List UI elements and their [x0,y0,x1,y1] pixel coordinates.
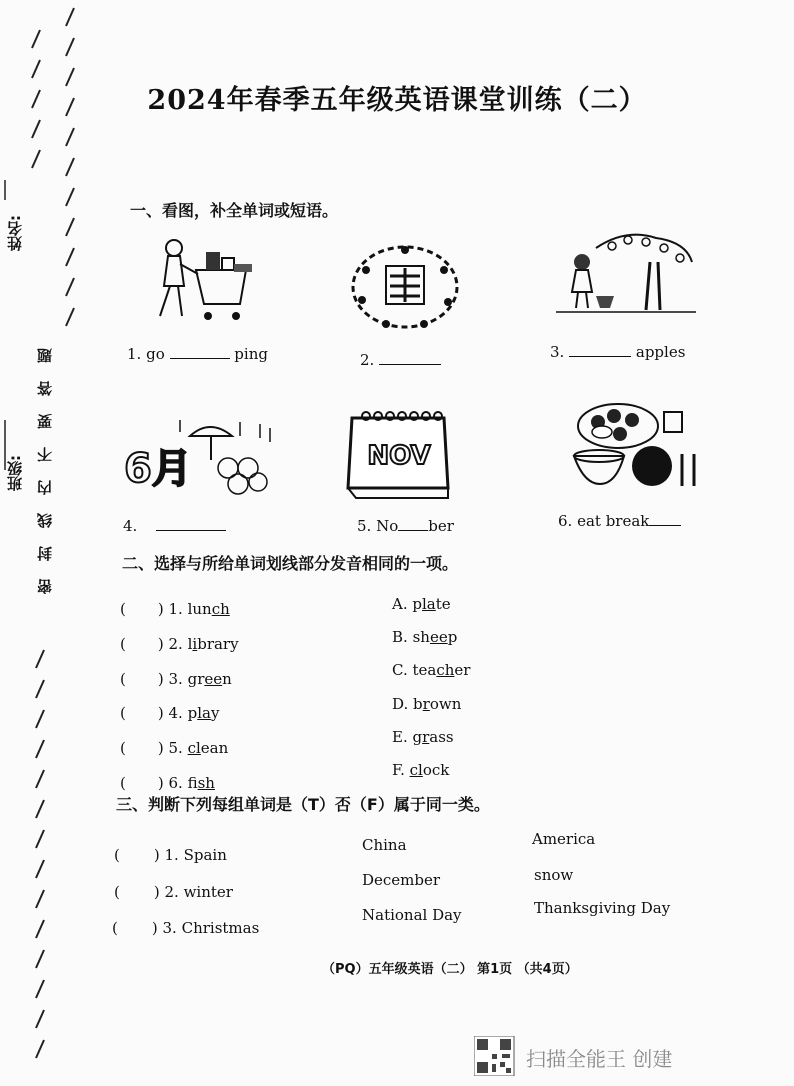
q-num: 5. [168,739,183,758]
scanner-watermark: 扫描全能王 创建 [526,1047,673,1071]
option-label: C. [392,661,408,680]
s3-row-3 [112,919,259,937]
calendar-month-text: NOV [367,441,431,471]
june-month-label: 6月 [124,446,192,492]
option-word-post: own [429,694,462,713]
shopping-picture [150,238,260,326]
s2-option [392,654,470,687]
s2-question [120,696,239,731]
s2-option [392,621,470,654]
option-label: F. [392,761,405,780]
apple-tree-picture [556,228,696,320]
q-word-pre: fi [187,773,198,792]
option-word-underlined: ch [436,661,455,680]
answer-paren-open[interactable]: ( [120,600,126,618]
option-label: E. [392,727,408,746]
option-word-pre: p [412,595,422,613]
option-label: B. [392,628,408,647]
q-word-pre: p [187,704,198,723]
option-word-underlined: r [422,727,430,746]
q-word-pre: gr [187,669,205,688]
s2-option [392,754,470,787]
q-word-underlined: sh [197,773,215,792]
s1-item-4 [123,516,226,535]
s1-item-3 [550,342,685,361]
s2-option [392,688,470,721]
s2-question [120,731,239,766]
s3-row-1-word-3: America [532,830,596,848]
answer-paren-close: ) [157,600,164,618]
answer-paren-close: ) [151,919,158,937]
q-num: 3. [168,669,183,688]
option-word-post: ock [422,761,450,780]
answer-paren-open[interactable]: ( [120,634,126,653]
answer-paren-open[interactable]: ( [120,739,126,758]
option-word-underlined: la [422,595,436,613]
s1-item-1 [127,344,268,363]
s1-item-4-num: 4. [123,517,138,535]
name-label: 姓名: [6,215,24,251]
row-num: 3. [162,919,177,937]
s1-item-2 [360,350,441,369]
option-word-post: ass [429,727,454,746]
s2-question [120,627,239,662]
q-word-pre: lun [187,600,212,618]
answer-paren-close: ) [157,704,164,723]
binding-margin [0,0,80,1082]
section2-heading: 二、选择与所给单词划线部分发音相同的一项。 [122,554,459,573]
s1-item-3-suffix: apples [635,343,686,361]
q-num: 4. [168,704,183,723]
q-num: 2. [168,634,183,653]
row-word-1: Spain [183,846,227,864]
answer-paren-close: ) [153,846,160,864]
q-num: 6. [168,773,183,792]
answer-paren-close: ) [157,669,164,688]
answer-paren-close: ) [157,773,164,792]
s2-option [392,588,470,621]
answer-paren-close: ) [157,739,164,758]
q-word-underlined: la [197,704,211,723]
qr-code-icon [474,1036,518,1076]
option-label: A. [392,595,408,613]
q-word-post: brary [197,634,239,653]
page-footer: （PQ）五年级英语（二） 第1页 （共4页） [322,962,578,977]
section1-heading: 一、看图，补全单词或短语。 [130,201,339,220]
s1-item-3-blank[interactable] [569,342,631,357]
page-title: 2024年春季五年级英语课堂训练（二） [147,85,647,116]
q-word-pre: l [187,634,193,653]
s3-row-2-word-3: snow [534,866,574,884]
s3-row-3-word-2: National Day [362,906,462,924]
calendar-picture [344,404,454,500]
s3-row-3-word-3: Thanksgiving Day [534,899,671,917]
june-rain-picture [124,418,274,500]
s1-item-4-blank[interactable] [156,516,226,531]
row-num: 1. [164,846,179,864]
answer-paren-open[interactable]: ( [120,669,126,688]
q-word-underlined: ee [204,669,223,688]
option-label: D. [392,694,409,713]
option-word-pre: tea [412,661,437,680]
s2-question [120,662,239,697]
s1-item-1-blank[interactable] [170,344,230,359]
row-word-1: Christmas [181,919,260,937]
spring-picture [346,240,464,334]
class-label: 班级: [6,455,24,491]
answer-paren-close: ) [157,634,164,653]
s1-item-2-blank[interactable] [379,350,441,365]
q-word-underlined: i [192,634,198,653]
s1-item-6-num: 6. [558,512,573,530]
section2-options [392,588,470,787]
section3-heading: 三、判断下列每组单词是（T）否（F）属于同一类。 [116,795,490,814]
answer-paren-open[interactable]: ( [114,883,120,901]
s2-question [120,592,239,627]
s2-option [392,721,470,754]
s1-item-5-suffix: ber [428,517,454,535]
option-word-post: er [454,661,471,680]
q-word-post: n [222,669,232,688]
s1-item-3-num: 3. [550,343,565,361]
q-word-post: ean [200,739,229,758]
option-word-underlined: r [422,694,430,713]
s1-item-6 [558,511,681,530]
s3-row-2 [114,883,233,901]
q-word-underlined: cl [187,739,201,758]
breakfast-picture [554,400,704,492]
seal-line-text: 密封线内不要答题 [36,330,54,594]
option-word-pre: g [412,727,423,746]
option-word-pre: sh [412,628,430,647]
s1-item-6-prefix: eat break [577,512,650,530]
section2-questions [120,592,239,801]
option-word-underlined: ee [429,628,448,647]
s1-item-5-num: 5. [357,517,372,535]
s3-row-1-word-2: China [362,836,407,854]
answer-paren-open[interactable]: ( [120,773,126,792]
answer-paren-close: ) [153,883,160,901]
s1-item-5-blank[interactable] [398,516,428,531]
option-word-post: p [447,628,458,647]
option-word-pre: b [413,694,423,713]
answer-paren-open[interactable]: ( [120,704,126,723]
s1-item-6-blank[interactable] [649,511,681,526]
s3-row-1 [114,846,227,864]
s1-item-1-prefix: go [146,345,165,363]
s1-item-5-prefix: No [376,517,399,535]
q-num: 1. [168,600,183,618]
row-word-1: winter [183,883,233,901]
row-num: 2. [164,883,179,901]
q-word-post: y [210,704,220,723]
answer-paren-open[interactable]: ( [114,846,120,864]
s1-item-2-num: 2. [360,351,375,369]
option-word-underlined: cl [409,761,423,780]
s1-item-5 [357,516,454,535]
answer-paren-open[interactable]: ( [112,919,118,937]
q-word-underlined: ch [211,600,230,618]
s1-item-1-suffix: ping [234,345,268,363]
s3-row-2-word-2: December [362,871,441,889]
option-word-post: te [435,595,451,613]
s1-item-1-num: 1. [127,345,142,363]
